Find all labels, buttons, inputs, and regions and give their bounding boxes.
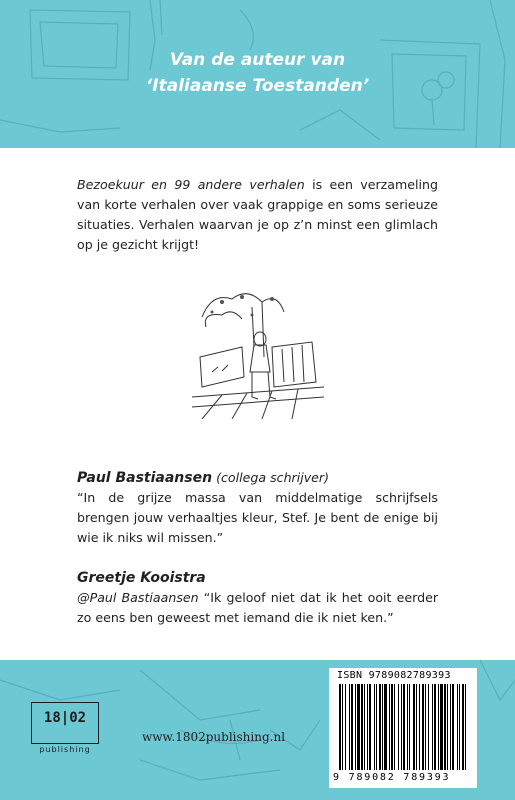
barcode-bar xyxy=(394,684,395,770)
logo-number: 18|02 xyxy=(43,710,87,726)
barcode-bar xyxy=(438,684,439,770)
barcode-bar xyxy=(376,684,377,770)
barcode-bar xyxy=(357,684,360,770)
barcode-bar xyxy=(465,684,466,770)
barcode-bars xyxy=(337,684,469,772)
tagline-line-1: Van de auteur van xyxy=(169,50,346,70)
barcode-bar xyxy=(379,684,381,770)
barcode-bar xyxy=(351,684,353,770)
background-sketch xyxy=(0,0,515,148)
barcode-bar xyxy=(345,684,346,770)
review-2-mention: @Paul Bastiaansen xyxy=(77,590,199,605)
logo-word: publishing xyxy=(39,745,91,754)
barcode-bar xyxy=(349,684,350,770)
barcode-bar xyxy=(342,684,343,770)
publisher-website: www.1802publishing.nl xyxy=(142,730,286,744)
barcode-bar xyxy=(389,684,390,770)
barcode-bar xyxy=(398,684,399,770)
barcode-bar xyxy=(452,684,454,770)
barcode-bar xyxy=(369,684,371,770)
barcode-bar xyxy=(364,684,365,770)
review-1-header xyxy=(77,468,438,488)
barcode-bar xyxy=(440,684,443,770)
barcode-bar xyxy=(425,684,426,770)
barcode-bar xyxy=(416,684,417,770)
barcode-bar xyxy=(447,684,448,770)
intro-paragraph xyxy=(77,175,438,255)
review-1-name: Paul Bastiaansen xyxy=(77,470,213,486)
barcode-digits: 9 789082 789393 xyxy=(333,772,451,783)
barcode-bar xyxy=(419,684,420,770)
barcode-bar xyxy=(428,684,429,770)
barcode-bar xyxy=(403,684,405,770)
barcode-bar xyxy=(401,684,402,770)
review-2-quote: “Ik geloof niet dat ik het ooit eerder zo eens ben geweest met iemand die ik niet ken.” xyxy=(77,590,438,625)
barcode-bar xyxy=(367,684,368,770)
review-2 xyxy=(77,568,438,628)
barcode-bar xyxy=(459,684,460,770)
barcode-bar xyxy=(391,684,393,770)
barcode-bar xyxy=(462,684,464,770)
intro-book-title: Bezoekuur en 99 andere verhalen xyxy=(77,177,305,192)
barcode-bar xyxy=(434,684,436,770)
barcode-bar xyxy=(355,684,356,770)
review-1-quote: “In de grijze massa van middelmatige schrijfsels brengen jouw verhaaltjes kleur, Stef. Je bent de enige bij wie ik niks wil missen.” xyxy=(77,490,438,545)
barcode-bar xyxy=(382,684,383,770)
tagline-line-2: ‘Italiaanse Toestanden’ xyxy=(145,76,370,96)
barcode-bar xyxy=(422,684,424,770)
barcode-bar xyxy=(432,684,433,770)
barcode-bar xyxy=(457,684,458,770)
publisher-logo xyxy=(31,702,99,760)
barcode-bar xyxy=(444,684,446,770)
intro-text: is een verzameling van korte verhalen over vaak grappige en soms serieuze situaties. Verhalen waarvan je op z’n minst een glimlach op je gezicht krijgt! xyxy=(77,177,439,252)
barcode-bar xyxy=(407,684,408,770)
isbn-label: ISBN 9789082789393 xyxy=(337,670,451,681)
cartoon-illustration xyxy=(192,287,324,419)
barcode-bar xyxy=(374,684,375,770)
barcode-bar xyxy=(339,684,341,770)
review-1-role: (collega schrijver) xyxy=(216,470,330,485)
barcode-bar xyxy=(450,684,451,770)
isbn-barcode xyxy=(329,668,477,788)
barcode-bar xyxy=(384,684,387,770)
review-2-name: Greetje Kooistra xyxy=(77,570,206,586)
review-1 xyxy=(77,468,438,548)
top-band xyxy=(0,0,515,148)
review-2-body xyxy=(77,588,438,628)
barcode-bar xyxy=(409,684,410,770)
barcode-bar xyxy=(413,684,415,770)
barcode-bar xyxy=(361,684,363,770)
